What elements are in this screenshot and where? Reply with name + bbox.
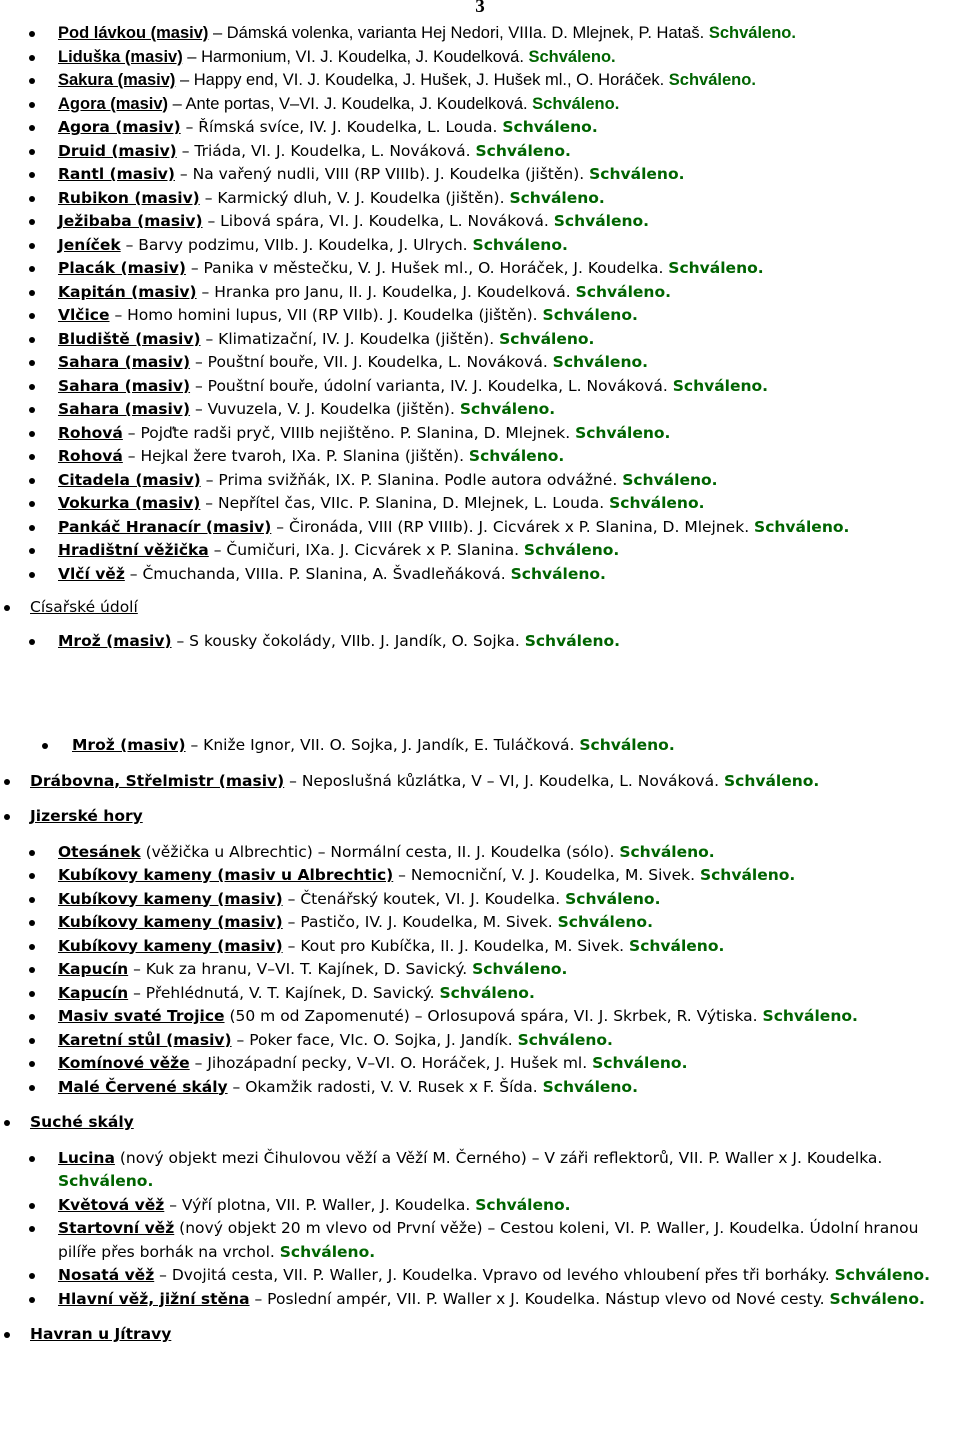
bullet-icon	[29, 1273, 35, 1279]
list-item: Kapucín – Přehlédnutá, V. T. Kajínek, D. Savický. Schváleno.	[0, 982, 960, 1006]
list-item: Pankáč Hranacír (masiv) – Čironáda, VIII (RP VIIIb). J. Cicvárek x P. Slanina, D. Mlejnek. Schváleno.	[0, 516, 960, 540]
bullet-icon	[29, 967, 35, 973]
route-list	[0, 841, 960, 1100]
bullet-icon	[29, 196, 35, 202]
route-list	[0, 1147, 960, 1312]
bullet-icon	[4, 779, 10, 785]
bullet-icon	[29, 431, 35, 437]
bullet-icon	[29, 407, 35, 413]
bullet-icon	[29, 548, 35, 554]
bullet-icon	[29, 873, 35, 879]
bullet-icon	[29, 243, 35, 249]
list-item: Kubíkovy kameny (masiv) – Čtenářský koutek, VI. J. Koudelka. Schváleno.	[0, 888, 960, 912]
section-heading: Suché skály	[0, 1111, 960, 1135]
list-item: Druid (masiv) – Triáda, VI. J. Koudelka, L. Nováková. Schváleno.	[0, 140, 960, 164]
list-item: Placák (masiv) – Panika v městečku, V. J. Hušek ml., O. Horáček, J. Koudelka. Schváleno.	[0, 257, 960, 281]
bullet-icon	[29, 102, 35, 108]
list-item: Pod lávkou (masiv) – Dámská volenka, varianta Hej Nedori, VIIIa. D. Mlejnek, P. Hataš. Schváleno.	[0, 22, 960, 46]
bullet-icon	[29, 1014, 35, 1020]
bullet-icon	[29, 478, 35, 484]
bullet-icon	[29, 55, 35, 61]
bullet-icon	[29, 266, 35, 272]
list-item: Hradištní věžička – Čumičuri, IXa. J. Cicvárek x P. Slanina. Schváleno.	[0, 539, 960, 563]
bullet-icon	[29, 172, 35, 178]
bullet-icon	[29, 290, 35, 296]
bullet-icon	[42, 743, 48, 749]
list-item: Karetní stůl (masiv) – Poker face, VIc. O. Sojka, J. Jandík. Schváleno.	[0, 1029, 960, 1053]
list-item: Vokurka (masiv) – Nepřítel čas, VIIc. P. Slanina, D. Mlejnek, L. Louda. Schváleno.	[0, 492, 960, 516]
list-item: Květová věž – Výří plotna, VII. P. Waller, J. Koudelka. Schváleno.	[0, 1194, 960, 1218]
list-item: Komínové věže – Jihozápadní pecky, V–VI. O. Horáček, J. Hušek ml. Schváleno.	[0, 1052, 960, 1076]
bullet-icon	[29, 1038, 35, 1044]
list-item: Hlavní věž, jižní stěna – Poslední ampér, VII. P. Waller x J. Koudelka. Nástup vlevo od Nové cesty. Schváleno.	[0, 1288, 960, 1312]
bullet-icon	[29, 1226, 35, 1232]
list-item: Rubikon (masiv) – Karmický dluh, V. J. Koudelka (jištěn). Schváleno.	[0, 187, 960, 211]
bullet-icon	[4, 814, 10, 820]
list-item: Vlčice – Homo homini lupus, VII (RP VIIb). J. Koudelka (jištěn). Schváleno.	[0, 304, 960, 328]
bullet-icon	[29, 1297, 35, 1303]
list-item: Kubíkovy kameny (masiv) – Pastičo, IV. J. Koudelka, M. Sivek. Schváleno.	[0, 911, 960, 935]
list-item: Nosatá věž – Dvojitá cesta, VII. P. Waller, J. Koudelka. Vpravo od levého vhloubení přes tři borháky. Schváleno.	[0, 1264, 960, 1288]
bullet-icon	[29, 219, 35, 225]
bullet-icon	[29, 1061, 35, 1067]
list-item: Mrož (masiv) – S kousky čokolády, VIIb. J. Jandík, O. Sojka. Schváleno.	[0, 630, 960, 654]
bullet-icon	[29, 501, 35, 507]
bullet-icon	[29, 639, 35, 645]
section-heading: Jizerské hory	[0, 805, 960, 829]
list-item: Kapucín – Kuk za hranu, V–VI. T. Kajínek, D. Savický. Schváleno.	[0, 958, 960, 982]
bullet-icon	[29, 337, 35, 343]
list-item: Rohová – Pojďte radši pryč, VIIIb nejištěno. P. Slanina, D. Mlejnek. Schváleno.	[0, 422, 960, 446]
bullet-icon	[29, 1203, 35, 1209]
bullet-icon	[29, 525, 35, 531]
bullet-icon	[29, 944, 35, 950]
list-item: Ježibaba (masiv) – Libová spára, VI. J. Koudelka, L. Nováková. Schváleno.	[0, 210, 960, 234]
list-item: Kubíkovy kameny (masiv u Albrechtic) – Nemocniční, V. J. Koudelka, M. Sivek. Schváleno.	[0, 864, 960, 888]
list-item: Jeníček – Barvy podzimu, VIIb. J. Koudelka, J. Ulrych. Schváleno.	[0, 234, 960, 258]
list-item: Agora (masiv) – Ante portas, V–VI. J. Koudelka, J. Koudelková. Schváleno.	[0, 93, 960, 117]
document-body	[0, 22, 960, 1347]
bullet-icon	[29, 454, 35, 460]
list-item: Bludiště (masiv) – Klimatizační, IV. J. Koudelka (jištěn). Schváleno.	[0, 328, 960, 352]
list-item: Startovní věž (nový objekt 20 m vlevo od První věže) – Cestou koleni, VI. P. Waller, J. Koudelka. Údolní hranou pilíře přes borhák na vrchol. Schváleno.	[0, 1217, 960, 1264]
bullet-icon	[29, 78, 35, 84]
list-item: Sahara (masiv) – Vuvuzela, V. J. Koudelka (jištěn). Schváleno.	[0, 398, 960, 422]
list-item: Kubíkovy kameny (masiv) – Kout pro Kubíčka, II. J. Koudelka, M. Sivek. Schváleno.	[0, 935, 960, 959]
list-item: Rantl (masiv) – Na vařený nudli, VIII (RP VIIIb). J. Koudelka (jištěn). Schváleno.	[0, 163, 960, 187]
bullet-icon	[29, 384, 35, 390]
bullet-icon	[29, 897, 35, 903]
bullet-icon	[29, 850, 35, 856]
bullet-icon	[29, 313, 35, 319]
bullet-icon	[29, 991, 35, 997]
page-number: 3	[475, 0, 485, 17]
bullet-icon	[29, 1085, 35, 1091]
list-item: Agora (masiv) – Římská svíce, IV. J. Koudelka, L. Louda. Schváleno.	[0, 116, 960, 140]
bullet-icon	[29, 572, 35, 578]
section-heading: Havran u Jítravy	[0, 1323, 960, 1347]
list-item: Liduška (masiv) – Harmonium, VI. J. Koudelka, J. Koudelková. Schváleno.	[0, 46, 960, 70]
bullet-icon	[29, 1156, 35, 1162]
list-item: Sahara (masiv) – Pouštní bouře, údolní varianta, IV. J. Koudelka, L. Nováková. Schváleno.	[0, 375, 960, 399]
list-item: Lucina (nový objekt mezi Čihulovou věží a Věží M. Černého) – V záři reflektorů, VII. P. Waller x J. Koudelka. Schváleno.	[0, 1147, 960, 1194]
bullet-icon	[4, 1332, 10, 1338]
list-item: Kapitán (masiv) – Hranka pro Janu, II. J. Koudelka, J. Koudelková. Schváleno.	[0, 281, 960, 305]
list-item: Otesánek (věžička u Albrechtic) – Normální cesta, II. J. Koudelka (sólo). Schváleno.	[0, 841, 960, 865]
list-item: Masiv svaté Trojice (50 m od Zapomenuté) – Orlosupová spára, VI. J. Skrbek, R. Výtiska. Schváleno.	[0, 1005, 960, 1029]
list-item: Sakura (masiv) – Happy end, VI. J. Koudelka, J. Hušek, J. Hušek ml., O. Horáček. Schváleno.	[0, 69, 960, 93]
bullet-icon	[29, 920, 35, 926]
bullet-icon	[29, 360, 35, 366]
list-item: Vlčí věž – Čmuchanda, VIIIa. P. Slanina, A. Švadleňáková. Schváleno.	[0, 563, 960, 587]
bullet-icon	[29, 125, 35, 131]
section-heading: Císařské údolí	[0, 596, 960, 620]
list-item: Drábovna, Střelmistr (masiv) – Neposlušná kůzlátka, V – VI, J. Koudelka, L. Nováková. Schváleno.	[0, 770, 960, 794]
bullet-icon	[4, 1120, 10, 1126]
bullet-icon	[29, 149, 35, 155]
list-item: Citadela (masiv) – Prima svižňák, IX. P. Slanina. Podle autora odvážné. Schváleno.	[0, 469, 960, 493]
route-list	[0, 22, 960, 586]
bullet-icon	[4, 605, 10, 611]
bullet-icon	[29, 31, 35, 37]
list-item: Malé Červené skály – Okamžik radosti, V. V. Rusek x F. Šída. Schváleno.	[0, 1076, 960, 1100]
list-item: Mrož (masiv) – Kniže Ignor, VII. O. Sojka, J. Jandík, E. Tuláčková. Schváleno.	[0, 734, 960, 758]
list-item: Rohová – Hejkal žere tvaroh, IXa. P. Slanina (jištěn). Schváleno.	[0, 445, 960, 469]
list-item: Sahara (masiv) – Pouštní bouře, VII. J. Koudelka, L. Nováková. Schváleno.	[0, 351, 960, 375]
